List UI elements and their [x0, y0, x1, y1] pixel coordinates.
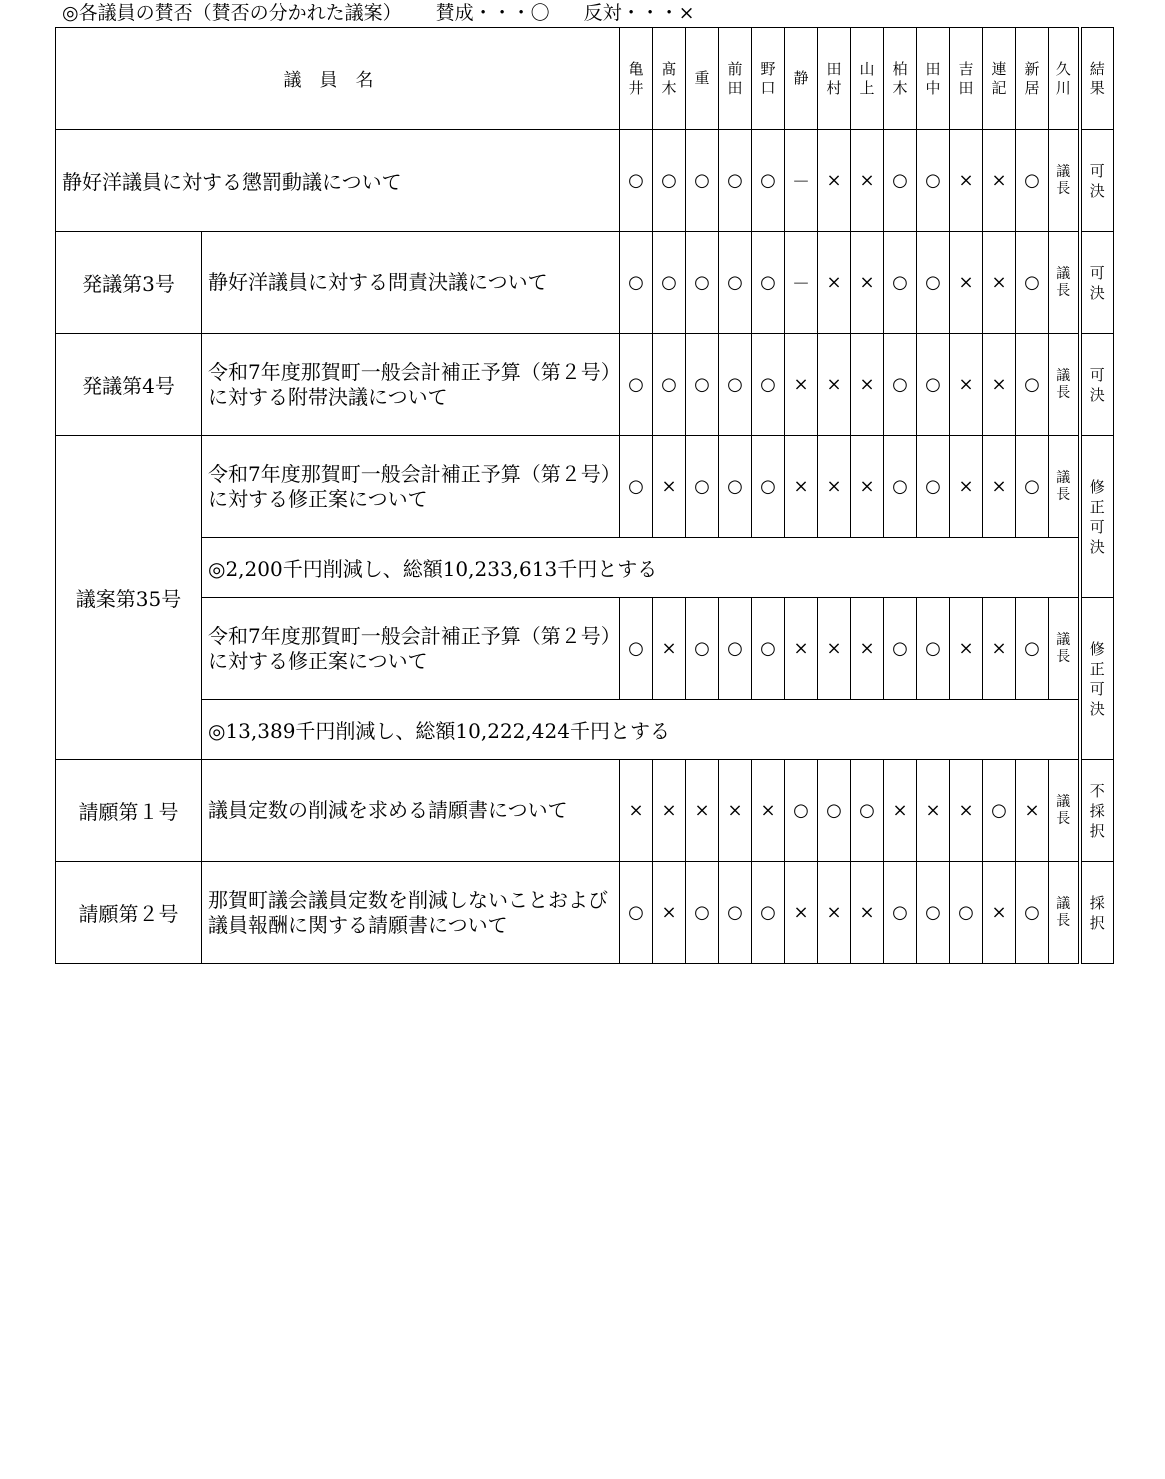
vote-mark: ○: [884, 232, 917, 334]
chair-label-char: 長: [1056, 912, 1071, 929]
vote-mark: ×: [950, 130, 983, 232]
chair-label-char: 長: [1056, 282, 1071, 299]
result-char: 択: [1089, 821, 1105, 840]
chair-label-char: 議: [1056, 367, 1071, 384]
vote-mark: ×: [983, 862, 1016, 964]
motion-number: 議案第35号: [56, 436, 202, 760]
vote-mark: ×: [983, 334, 1016, 436]
member-name-char: 川: [1055, 78, 1071, 97]
vote-mark: ○: [719, 436, 752, 538]
vote-mark: ○: [785, 760, 818, 862]
result-char: 可: [1089, 679, 1105, 698]
vote-mark: ○: [1016, 130, 1049, 232]
result-cell: [1080, 130, 1114, 232]
member-header: [917, 28, 950, 130]
motion-row: [56, 436, 1114, 538]
member-name-char: 野: [760, 59, 776, 78]
chair-label-char: 議: [1056, 631, 1071, 648]
vote-mark: ○: [719, 232, 752, 334]
vote-mark: ○: [620, 598, 653, 700]
member-name-char: 新: [1024, 59, 1040, 78]
member-header: [785, 28, 818, 130]
header-row: [56, 28, 1114, 130]
vote-mark: ○: [752, 436, 785, 538]
vote-mark: ×: [653, 436, 686, 538]
member-header: [719, 28, 752, 130]
vote-mark: ×: [785, 436, 818, 538]
result-cell: [1080, 598, 1114, 760]
motion-row: [56, 130, 1114, 232]
member-header: [653, 28, 686, 130]
legend-against: 反対・・・×: [583, 2, 695, 24]
result-header: [1080, 28, 1114, 130]
chair-cell: [1049, 334, 1080, 436]
vote-mark: ×: [950, 436, 983, 538]
chair-cell: [1049, 598, 1080, 700]
result-char: 決: [1089, 283, 1105, 302]
motion-title: 那賀町議会議員定数を削減しないことおよび議員報酬に関する請願書について: [202, 862, 620, 964]
vote-mark: ○: [1016, 598, 1049, 700]
member-header: [686, 28, 719, 130]
member-header: [620, 28, 653, 130]
vote-mark: ○: [686, 130, 719, 232]
member-name-char: 木: [661, 78, 677, 97]
vote-mark: ×: [818, 436, 851, 538]
member-header: [950, 28, 983, 130]
vote-mark: ○: [686, 232, 719, 334]
vote-mark: ×: [851, 334, 884, 436]
member-name-char: 亀: [628, 59, 644, 78]
chair-label-char: 議: [1056, 163, 1071, 180]
vote-mark: ○: [917, 598, 950, 700]
vote-mark: ○: [752, 862, 785, 964]
chair-label-char: 長: [1056, 180, 1071, 197]
vote-mark: ○: [752, 334, 785, 436]
vote-mark: ×: [653, 598, 686, 700]
vote-mark: ×: [851, 232, 884, 334]
chair-label-char: 長: [1056, 486, 1071, 503]
result-char: 採: [1089, 893, 1105, 912]
vote-mark: ×: [818, 598, 851, 700]
vote-mark: ×: [818, 130, 851, 232]
member-header: [884, 28, 917, 130]
vote-mark: ○: [719, 598, 752, 700]
vote-mark: ○: [1016, 862, 1049, 964]
member-name-header: 議員名: [56, 28, 620, 130]
chair-cell: [1049, 232, 1080, 334]
vote-mark: ○: [653, 130, 686, 232]
vote-mark: ○: [686, 598, 719, 700]
result-char: 正: [1089, 659, 1105, 678]
member-name-char: 連: [991, 59, 1007, 78]
result-char: 修: [1089, 639, 1105, 658]
vote-mark: ○: [884, 598, 917, 700]
vote-mark: ○: [719, 862, 752, 964]
vote-mark: －: [785, 130, 818, 232]
member-name-char: 前: [727, 59, 743, 78]
motion-row: [56, 334, 1114, 436]
vote-mark: ○: [620, 130, 653, 232]
result-cell: [1080, 760, 1114, 862]
vote-mark: ○: [752, 232, 785, 334]
member-name-char: 髙: [661, 59, 677, 78]
member-name-char: 田: [826, 59, 842, 78]
vote-mark: ○: [719, 334, 752, 436]
vote-mark: ○: [653, 334, 686, 436]
vote-mark: ×: [851, 862, 884, 964]
member-name-char: 口: [760, 78, 776, 97]
member-name-char: 重: [694, 69, 710, 87]
member-header: [1016, 28, 1049, 130]
member-name-char: 静: [793, 69, 809, 87]
vote-mark: ×: [983, 598, 1016, 700]
motion-row: [56, 760, 1114, 862]
vote-mark: ×: [950, 598, 983, 700]
member-header: [752, 28, 785, 130]
vote-mark: ×: [983, 436, 1016, 538]
member-name-char: 久: [1055, 59, 1071, 78]
chair-label-char: 長: [1056, 648, 1071, 665]
member-header: [1049, 28, 1080, 130]
member-header: [818, 28, 851, 130]
vote-mark: ○: [620, 334, 653, 436]
motion-title: 令和7年度那賀町一般会計補正予算（第２号）に対する修正案について: [202, 598, 620, 700]
vote-mark: ×: [950, 334, 983, 436]
vote-mark: ○: [884, 436, 917, 538]
member-name-char: 中: [925, 78, 941, 97]
vote-mark: ×: [851, 436, 884, 538]
member-name-char: 田: [727, 78, 743, 97]
vote-mark: ×: [917, 760, 950, 862]
result-cell: [1080, 334, 1114, 436]
motion-note: ◎2,200千円削減し、総額10,233,613千円とする: [202, 538, 1080, 598]
member-header: [851, 28, 884, 130]
result-char: 可: [1089, 517, 1105, 536]
vote-mark: ×: [818, 334, 851, 436]
result-char: 不: [1089, 781, 1105, 800]
vote-mark: ○: [620, 436, 653, 538]
motion-title: 静好洋議員に対する懲罰動議について: [56, 130, 620, 232]
result-char: 採: [1089, 801, 1105, 820]
chair-cell: [1049, 862, 1080, 964]
member-name-char: 井: [628, 78, 644, 97]
vote-mark: ○: [917, 862, 950, 964]
result-header-char: 果: [1089, 78, 1105, 97]
motion-row: [56, 862, 1114, 964]
result-char: 可: [1089, 161, 1105, 180]
motion-row: [56, 598, 1114, 700]
motion-note-row: [56, 700, 1114, 760]
vote-mark: ×: [818, 232, 851, 334]
member-name-char: 吉: [958, 59, 974, 78]
chair-label-char: 議: [1056, 895, 1071, 912]
vote-mark: －: [785, 232, 818, 334]
result-char: 択: [1089, 913, 1105, 932]
vote-mark: ×: [983, 232, 1016, 334]
member-name-char: 山: [859, 59, 875, 78]
motion-note: ◎13,389千円削減し、総額10,222,424千円とする: [202, 700, 1080, 760]
member-header: [983, 28, 1016, 130]
member-name-char: 木: [892, 78, 908, 97]
result-char: 修: [1089, 477, 1105, 496]
motion-note-row: [56, 538, 1114, 598]
vote-mark: ○: [1016, 232, 1049, 334]
vote-mark: ○: [818, 760, 851, 862]
motion-number: 請願第１号: [56, 760, 202, 862]
member-name-char: 田: [958, 78, 974, 97]
chair-cell: [1049, 436, 1080, 538]
vote-mark: ×: [950, 760, 983, 862]
vote-mark: ○: [884, 862, 917, 964]
vote-mark: ○: [917, 130, 950, 232]
result-header-char: 結: [1089, 59, 1105, 78]
vote-mark: ○: [1016, 334, 1049, 436]
vote-mark: ×: [785, 862, 818, 964]
result-char: 正: [1089, 497, 1105, 516]
vote-mark: ○: [851, 760, 884, 862]
vote-mark: ○: [686, 334, 719, 436]
vote-mark: ○: [653, 232, 686, 334]
vote-mark: ×: [752, 760, 785, 862]
vote-mark: ×: [851, 130, 884, 232]
result-char: 決: [1089, 537, 1105, 556]
result-char: 可: [1089, 365, 1105, 384]
vote-mark: ○: [620, 232, 653, 334]
vote-mark: ○: [686, 436, 719, 538]
legend-for: 賛成・・・〇: [435, 2, 550, 24]
member-name-char: 村: [826, 78, 842, 97]
vote-mark: ×: [653, 862, 686, 964]
motion-number: 請願第２号: [56, 862, 202, 964]
vote-mark: ○: [917, 232, 950, 334]
vote-mark: ○: [950, 862, 983, 964]
heading-title: ◎各議員の賛否（賛否の分かれた議案）: [62, 2, 402, 24]
vote-mark: ×: [950, 232, 983, 334]
result-char: 決: [1089, 385, 1105, 404]
vote-mark: ×: [884, 760, 917, 862]
result-cell: [1080, 436, 1114, 598]
vote-mark: ○: [983, 760, 1016, 862]
member-name-char: 記: [991, 78, 1007, 97]
motion-number: 発議第3号: [56, 232, 202, 334]
vote-mark: ×: [818, 862, 851, 964]
chair-label-char: 長: [1056, 384, 1071, 401]
vote-mark: ○: [620, 862, 653, 964]
member-name-char: 田: [925, 59, 941, 78]
result-char: 決: [1089, 699, 1105, 718]
vote-mark: ○: [686, 862, 719, 964]
motion-title: 議員定数の削減を求める請願書について: [202, 760, 620, 862]
result-cell: [1080, 232, 1114, 334]
chair-cell: [1049, 130, 1080, 232]
member-name-char: 上: [859, 78, 875, 97]
vote-mark: ○: [917, 436, 950, 538]
chair-label-char: 長: [1056, 810, 1071, 827]
member-name-char: 居: [1024, 78, 1040, 97]
vote-mark: ×: [983, 130, 1016, 232]
vote-mark: ○: [917, 334, 950, 436]
document-heading: [62, 0, 695, 26]
result-char: 決: [1089, 181, 1105, 200]
chair-label-char: 議: [1056, 265, 1071, 282]
result-cell: [1080, 862, 1114, 964]
chair-label-char: 議: [1056, 793, 1071, 810]
motion-title: 令和7年度那賀町一般会計補正予算（第２号）に対する附帯決議について: [202, 334, 620, 436]
vote-mark: ×: [1016, 760, 1049, 862]
vote-mark: ×: [851, 598, 884, 700]
motion-title: 令和7年度那賀町一般会計補正予算（第２号）に対する修正案について: [202, 436, 620, 538]
vote-mark: ×: [785, 334, 818, 436]
vote-table: [55, 27, 1114, 964]
vote-mark: ×: [686, 760, 719, 862]
motion-row: [56, 232, 1114, 334]
vote-mark: ×: [785, 598, 818, 700]
vote-mark: ○: [752, 130, 785, 232]
vote-mark: ×: [620, 760, 653, 862]
vote-mark: ×: [653, 760, 686, 862]
vote-mark: ○: [719, 130, 752, 232]
vote-mark: ○: [1016, 436, 1049, 538]
vote-mark: ○: [884, 130, 917, 232]
chair-label-char: 議: [1056, 469, 1071, 486]
chair-cell: [1049, 760, 1080, 862]
motion-title: 静好洋議員に対する問責決議について: [202, 232, 620, 334]
result-char: 可: [1089, 263, 1105, 282]
motion-number: 発議第4号: [56, 334, 202, 436]
vote-mark: ○: [752, 598, 785, 700]
member-name-char: 柏: [892, 59, 908, 78]
vote-mark: ○: [884, 334, 917, 436]
vote-mark: ×: [719, 760, 752, 862]
